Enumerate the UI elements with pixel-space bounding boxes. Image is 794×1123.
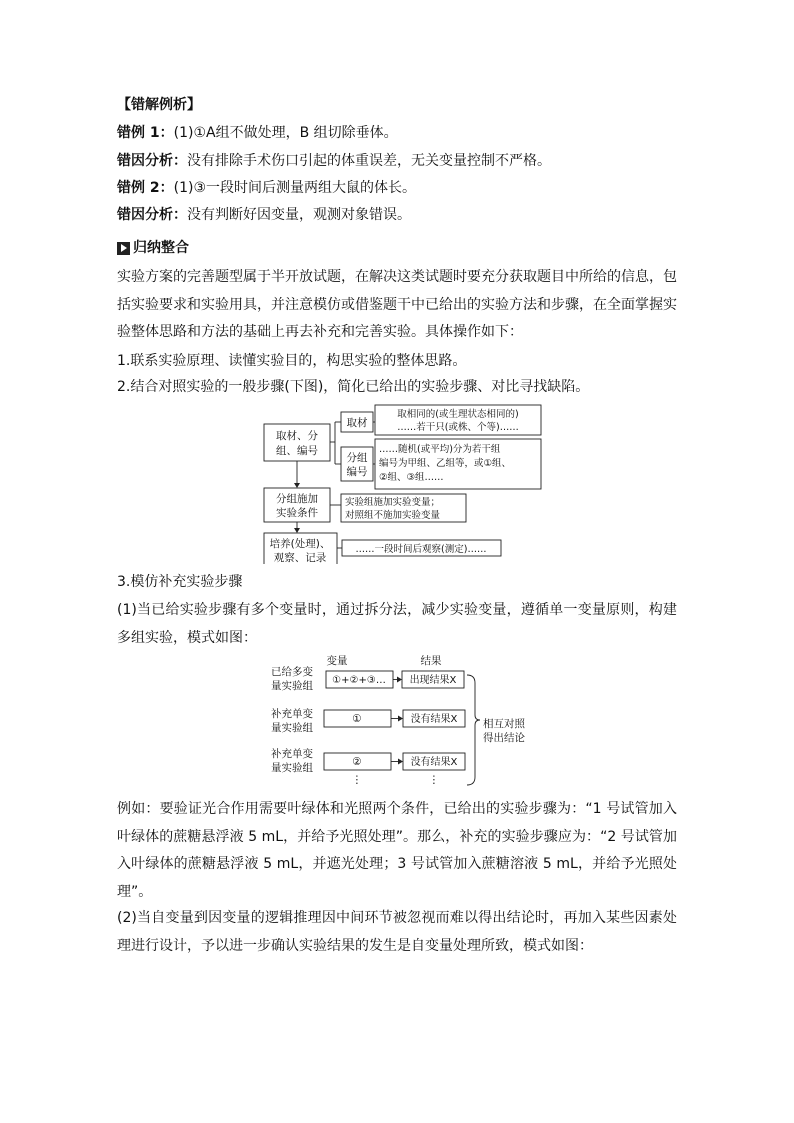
qucai-label: 取材	[346, 417, 368, 429]
row3-label-line1: 补充单变	[271, 748, 313, 760]
row3-result: 没有结果X	[410, 757, 458, 768]
main3-line2: 观察、记录	[273, 552, 327, 564]
error-cause-2-label: 错因分析：	[117, 207, 187, 223]
play-icon	[117, 242, 130, 255]
main1-line1: 取材、分	[276, 430, 318, 442]
row3-label-line2: 量实验组	[271, 762, 313, 774]
error-case-1-text: (1)①A组不做处理，B 组切除垂体。	[173, 125, 398, 141]
conclusion-line1: 相互对照	[483, 718, 525, 730]
main1-line2: 组、编号	[276, 445, 318, 457]
error-cause-2	[117, 205, 411, 225]
summary-step-1: 1.联系实验原理、读懂实验目的，构思实验的整体思路。	[117, 353, 467, 369]
row3-variable: ②	[352, 756, 362, 768]
row2-variable: ①	[352, 713, 362, 725]
observe-desc: ……一段时间后观察(测定)……	[355, 544, 487, 555]
split-variable-pattern-diagram	[268, 655, 530, 787]
main2-line2: 实验条件	[276, 507, 318, 519]
col-result: 结果	[420, 655, 442, 667]
result-ellipsis: ⋮	[428, 774, 440, 786]
error-cause-1-text: 没有排除手术伤口引起的体重误差，无关变量控制不严格。	[187, 153, 551, 169]
row1-variable: ①+②+③…	[332, 675, 386, 686]
fenzu-desc-line2: 编号为甲组、乙组等，或①组、	[379, 458, 512, 469]
fenzu-desc-line3: ②组、③组……	[379, 472, 444, 483]
control-experiment-steps-diagram	[255, 402, 545, 564]
error-case-2	[117, 178, 416, 198]
col-variable: 变量	[326, 655, 348, 667]
error-case-1	[117, 123, 398, 143]
conditions-desc-line1: 实验组施加实验变量；	[345, 497, 441, 508]
right-brace	[467, 675, 480, 785]
summary-intro: 实验方案的完善题型属于半开放试题，在解决这类试题时要充分获取题目中所给的信息，包括实验要求和实验用具，并注意模仿或借鉴题干中已给出的实验方法和步骤，在全面掌握实验整体思路和方法的基础上再去补充和完善实验。具体操作如下：	[117, 269, 677, 340]
main3-line1: 培养(处理)、	[269, 538, 331, 550]
summary-step-3-1: (1)当已给实验步骤有多个变量时，通过拆分法，减少实验变量，遵循单一变量原则，构建多组实验，模式如图：	[117, 602, 677, 646]
error-analysis-heading: 【错解例析】	[117, 97, 201, 113]
main2-line1: 分组施加	[276, 493, 318, 505]
error-cause-2-text: 没有判断好因变量，观测对象错误。	[187, 207, 411, 223]
row1-label-line2: 量实验组	[271, 680, 313, 692]
row1-label-line1: 已给多变	[271, 666, 313, 678]
error-cause-1	[117, 151, 551, 171]
row2-label-line2: 量实验组	[271, 722, 313, 734]
summary-step-3-2: (2)当自变量到因变量的逻辑推理因中间环节被忽视而难以得出结论时，再加入某些因素处理进行设计，予以进一步确认实验结果的发生是自变量处理所致，模式如图：	[117, 910, 677, 954]
error-case-1-label: 错例 1：	[117, 125, 174, 141]
error-case-2-label: 错例 2：	[117, 180, 174, 196]
variable-ellipsis: ⋮	[351, 774, 363, 786]
fenzu-desc-line1: ……随机(或平均)分为若干组	[379, 444, 501, 455]
fenzu-line2: 编号	[346, 466, 368, 478]
qucai-desc-line1: 取相同的(或生理状态相同的)	[397, 409, 519, 420]
conclusion-line2: 得出结论	[483, 732, 525, 744]
row2-result: 没有结果X	[410, 714, 458, 725]
qucai-desc-line2: ……若干只(或株、个等)……	[397, 422, 519, 433]
example-paragraph: 例如：要验证光合作用需要叶绿体和光照两个条件，已给出的实验步骤为：“1 号试管加入叶绿体的蔗糖悬浮液 5 mL，并给予光照处理”。那么，补充的实验步骤应为：“2 号试管加入叶绿体的蔗糖悬浮液 5 mL，并遮光处理；3 号试管加入蔗糖溶液 5 mL，并给予光照处理”。	[117, 801, 677, 900]
fenzu-line1: 分组	[346, 452, 368, 464]
summary-step-2: 2.结合对照实验的一般步骤(下图)，简化已给出的实验步骤、对比寻找缺陷。	[117, 379, 590, 395]
error-cause-1-label: 错因分析：	[117, 153, 187, 169]
summary-heading	[117, 238, 189, 258]
summary-step-3: 3.模仿补充实验步骤	[117, 574, 243, 590]
row1-result: 出现结果X	[409, 675, 457, 686]
summary-heading-text: 归纳整合	[133, 240, 189, 256]
error-case-2-text: (1)③一段时间后测量两组大鼠的体长。	[173, 180, 417, 196]
row2-label-line1: 补充单变	[271, 708, 313, 720]
conditions-desc-line2: 对照组不施加实验变量	[345, 510, 441, 521]
